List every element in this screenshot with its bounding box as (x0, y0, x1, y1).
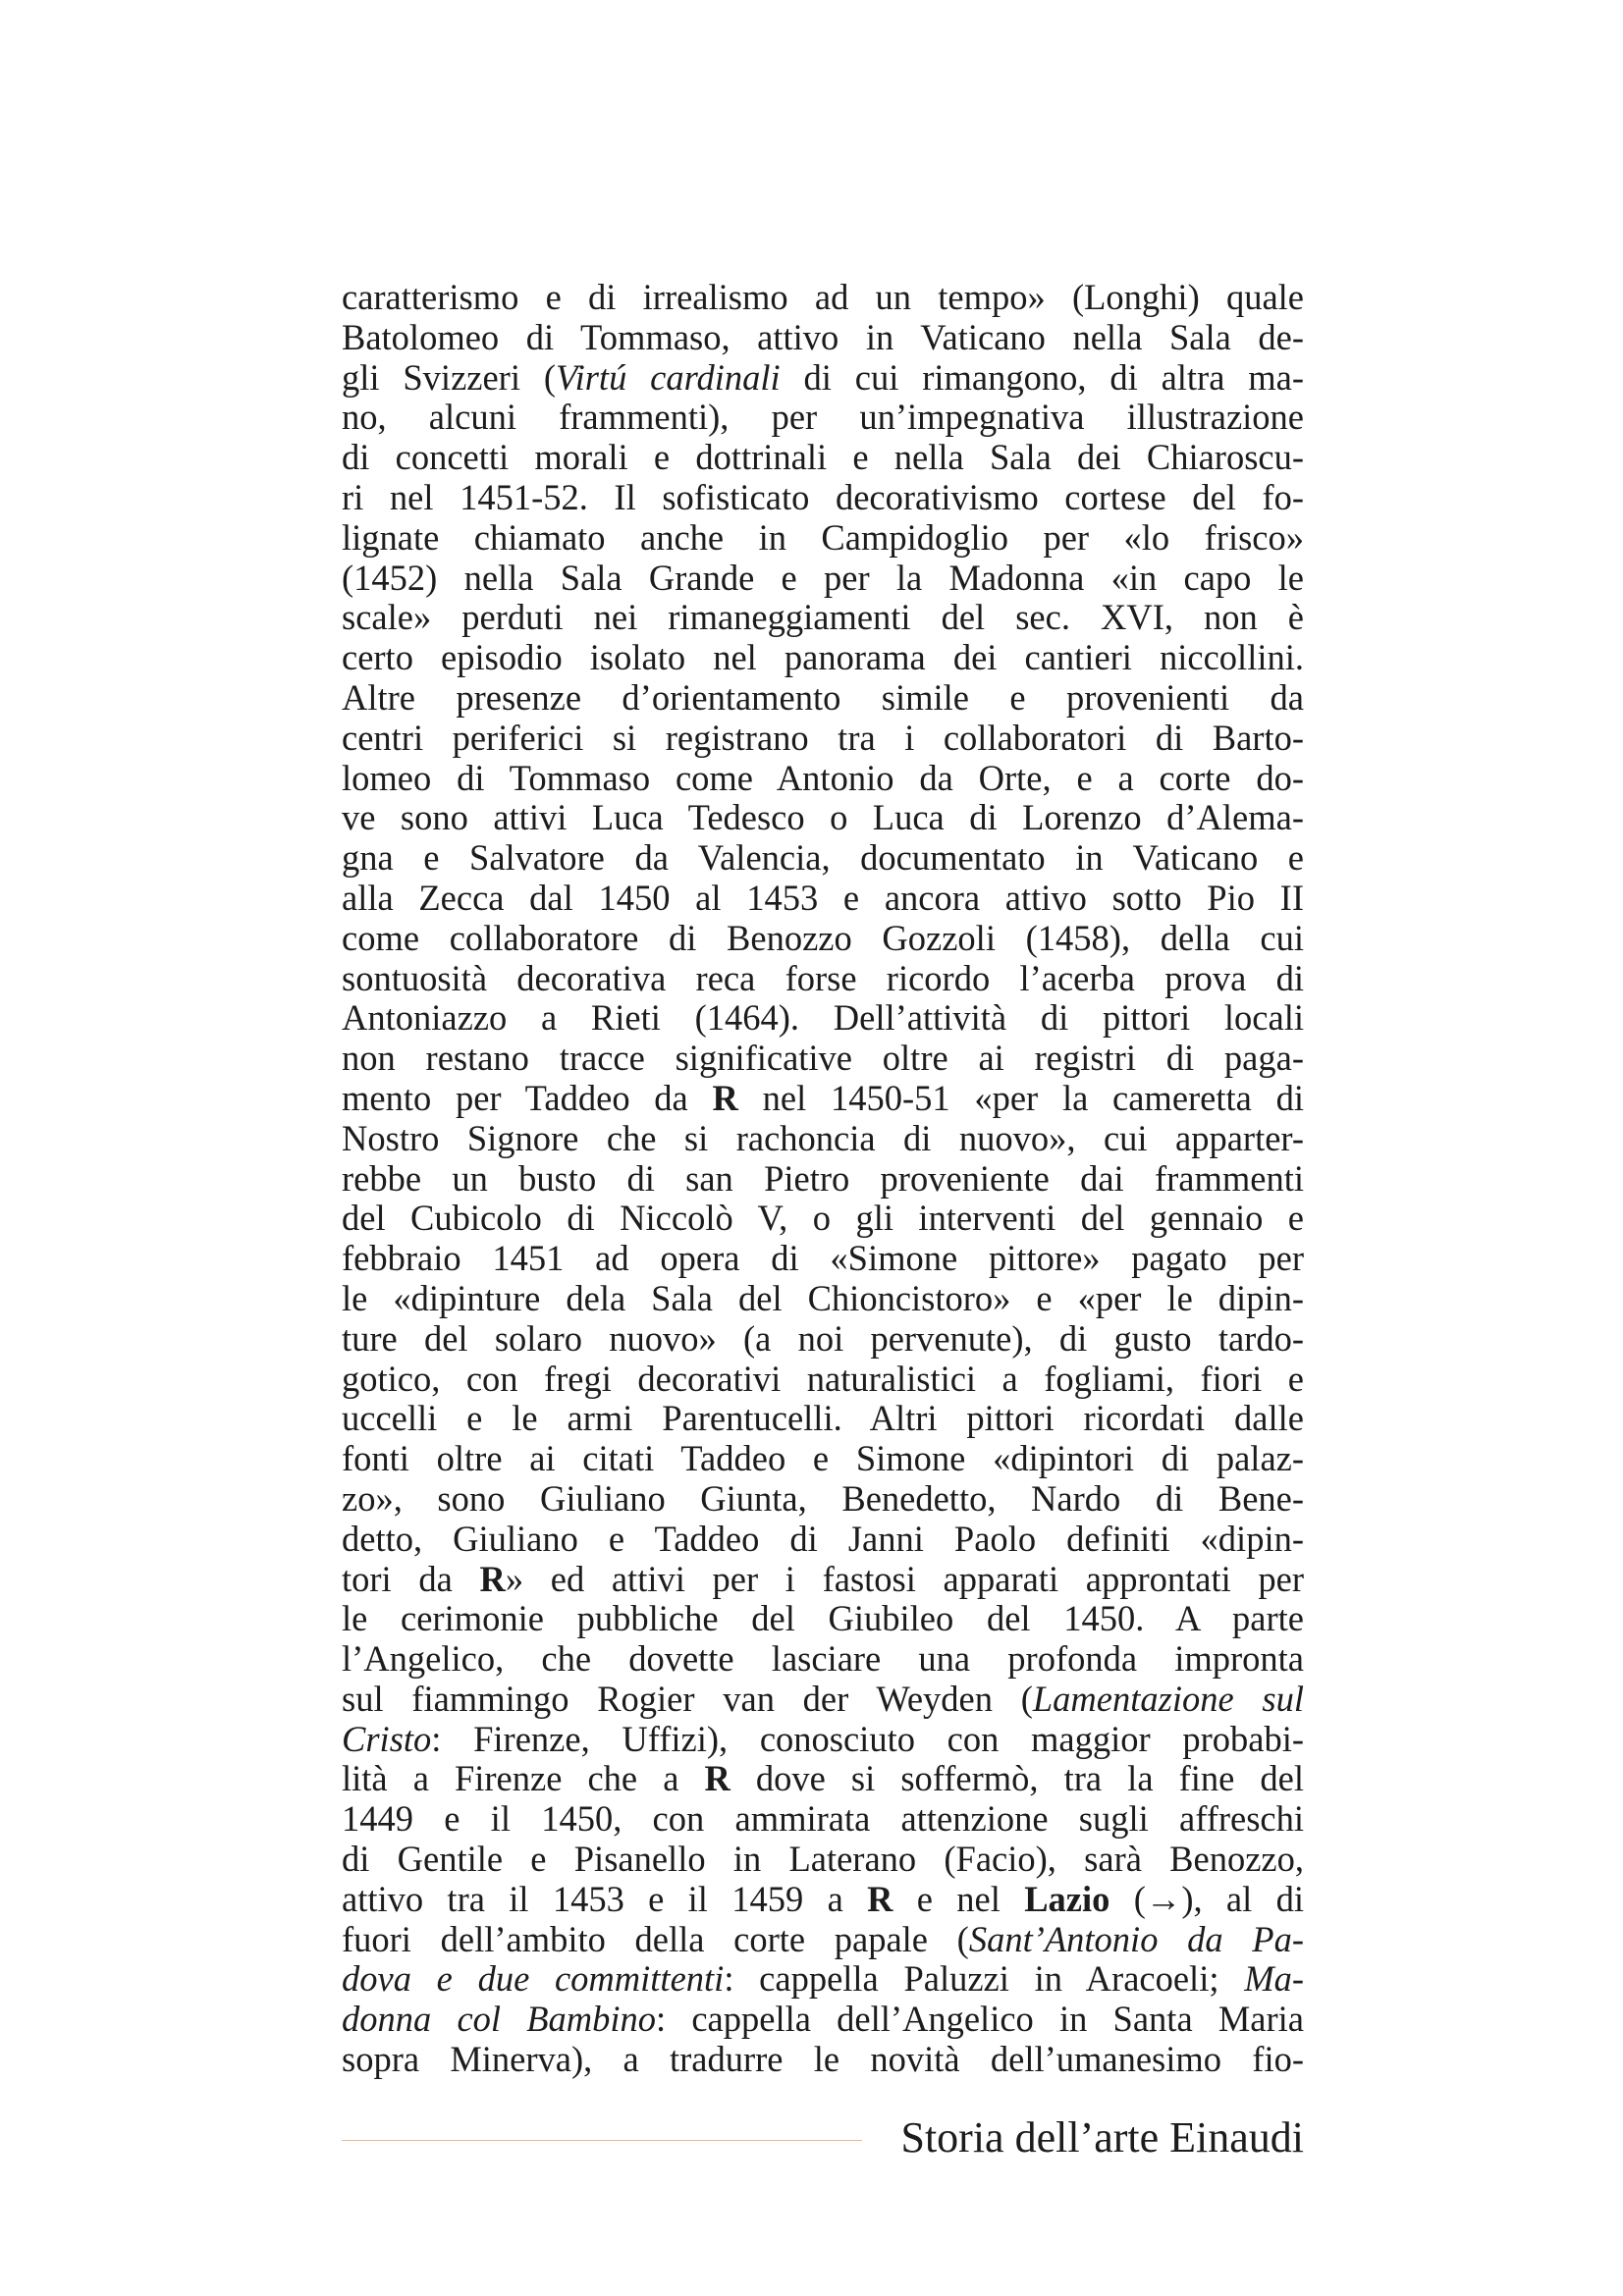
text-segment: : cappella Paluzzi in Aracoeli; (724, 1958, 1245, 2000)
text-segment: le cerimonie pubbliche del Giubileo del 1450. A parte (342, 1598, 1304, 1639)
text-line (342, 1239, 1304, 1279)
text-line (342, 959, 1304, 999)
page-footer (342, 2110, 1304, 2169)
text-line (342, 278, 1304, 318)
text-segment: dove si soffermò, tra la fine del (730, 1758, 1304, 1799)
text-segment: tori da (342, 1558, 480, 1599)
text-segment: lomeo di Tommaso come Antonio da Orte, e a corte do- (342, 757, 1304, 798)
text-segment: (1452) nella Sala Grande e per la Madonna «in capo le (342, 557, 1304, 598)
text-line (342, 1720, 1304, 1760)
text-line (342, 358, 1304, 399)
text-segment: ri nel 1451-52. Il sofisticato decorativismo cortese del fo- (342, 476, 1304, 517)
text-segment: Antoniazzo a Rieti (1464). Dell’attività di pittori locali (342, 997, 1304, 1039)
text-segment: : Firenze, Uffizi), conosciuto con maggior probabi- (431, 1718, 1304, 1759)
text-segment: nel 1450-51 «per la cameretta di (737, 1077, 1305, 1118)
text-segment: lignate chiamato anche in Campidoglio per «lo frisco» (342, 516, 1304, 558)
text-line (342, 1520, 1304, 1560)
text-line (342, 1840, 1304, 1880)
text-segment: gli Svizzeri ( (342, 356, 556, 398)
text-segment: Batolomeo di Tommaso, attivo in Vaticano nella Sala de- (342, 316, 1304, 357)
text-segment: centri periferici si registrano tra i collaboratori di Barto- (342, 717, 1304, 758)
text-line (342, 798, 1304, 838)
text-segment: di cui rimangono, di altra ma- (780, 356, 1305, 398)
bold-text: R (479, 1558, 506, 1599)
text-segment: certo episodio isolato nel panorama dei cantieri niccollini. (342, 637, 1304, 678)
text-segment: zo», sono Giuliano Giunta, Benedetto, Nardo di Bene- (342, 1477, 1304, 1519)
text-segment: 1449 e il 1450, con ammirata attenzione sugli affreschi (342, 1798, 1304, 1840)
bold-text: Lazio (1024, 1878, 1110, 1919)
text-segment: del Cubicolo di Niccolò V, o gli interventi del gennaio e (342, 1198, 1304, 1239)
text-line (342, 1479, 1304, 1520)
text-line (342, 1159, 1304, 1200)
footer-title: Storia dell’arte Einaudi (900, 2113, 1304, 2162)
bold-text: R (867, 1878, 893, 1919)
text-segment: (→), al di (1109, 1878, 1304, 1919)
text-line (342, 2000, 1304, 2040)
text-segment: uccelli e le armi Parentucelli. Altri pittori ricordati dalle (342, 1398, 1304, 1439)
text-segment: l’Angelico, che dovette lasciare una profonda impronta (342, 1638, 1304, 1680)
text-segment: scale» perduti nei rimaneggiamenti del sec. XVI, non è (342, 597, 1304, 638)
text-line (342, 638, 1304, 678)
text-segment: » ed attivi per i fastosi apparati approntati per (505, 1558, 1304, 1599)
text-segment: attivo tra il 1453 e il 1459 a (342, 1878, 868, 1919)
text-segment: gotico, con fregi decorativi naturalistici a fogliami, fiori e (342, 1358, 1304, 1399)
text-segment: sontuosità decorativa reca forse ricordo l’acerba prova di (342, 957, 1304, 998)
text-segment: gna e Salvatore da Valencia, documentato in Vaticano e (342, 837, 1304, 879)
text-line (342, 1759, 1304, 1799)
text-line (342, 998, 1304, 1039)
text-line (342, 919, 1304, 959)
text-segment: Nostro Signore che si rachoncia di nuovo», cui apparter- (342, 1117, 1304, 1158)
text-line (342, 838, 1304, 879)
text-line (342, 318, 1304, 358)
footer-rule (342, 2140, 862, 2141)
italic-text: Sant’Antonio da Pa- (968, 1918, 1304, 1959)
text-segment: rebbe un busto di san Pietro proveniente dai frammenti (342, 1157, 1304, 1199)
italic-text: dova e due committenti (342, 1958, 725, 2000)
italic-text: Virtú cardinali (556, 356, 781, 398)
text-line (342, 1680, 1304, 1720)
text-segment: ture del solaro nuovo» (a noi pervenute), di gusto tardo- (342, 1317, 1304, 1359)
text-segment: le «dipinture dela Sala del Chioncistoro» e «per le dipin- (342, 1277, 1304, 1318)
text-line (342, 759, 1304, 799)
text-line (342, 1920, 1304, 1960)
text-line (342, 398, 1304, 438)
text-line (342, 1799, 1304, 1840)
text-segment: lità a Firenze che a (342, 1758, 705, 1799)
text-line (342, 1119, 1304, 1159)
text-segment: di concetti morali e dottrinali e nella Sala dei Chiaroscu- (342, 437, 1304, 478)
text-segment: e nel (893, 1878, 1025, 1919)
text-line (342, 1439, 1304, 1479)
text-line (342, 598, 1304, 638)
italic-text: Cristo (342, 1718, 432, 1759)
text-segment: caratterismo e di irrealismo ad un tempo» (Longhi) quale (342, 277, 1304, 317)
italic-text: Lamentazione sul (1032, 1678, 1304, 1719)
text-segment: detto, Giuliano e Taddeo di Janni Paolo definiti «dipin- (342, 1518, 1304, 1559)
text-line (342, 1079, 1304, 1119)
text-segment: Altre presenze d’orientamento simile e provenienti da (342, 676, 1304, 718)
text-segment: di Gentile e Pisanello in Laterano (Facio), sarà Benozzo, (342, 1839, 1304, 1880)
text-segment: non restano tracce significative oltre ai registri di paga- (342, 1038, 1304, 1079)
text-segment: ve sono attivi Luca Tedesco o Luca di Lorenzo d’Alema- (342, 797, 1304, 838)
text-line (342, 879, 1304, 919)
text-line (342, 1560, 1304, 1600)
text-line (342, 478, 1304, 518)
text-line (342, 1399, 1304, 1439)
text-segment: febbraio 1451 ad opera di «Simone pittore» pagato per (342, 1238, 1304, 1279)
text-line (342, 1959, 1304, 2000)
text-line (342, 1039, 1304, 1079)
bold-text: R (712, 1077, 738, 1118)
text-line (342, 2040, 1304, 2080)
bold-text: R (704, 1758, 730, 1799)
text-segment: sopra Minerva), a tradurre le novità dell’umanesimo fio- (342, 2039, 1304, 2080)
text-line (342, 438, 1304, 478)
text-line (342, 1319, 1304, 1360)
text-line (342, 1199, 1304, 1239)
text-line (342, 1639, 1304, 1680)
text-line (342, 518, 1304, 559)
text-line (342, 1360, 1304, 1400)
text-line (342, 1880, 1304, 1920)
text-line (342, 678, 1304, 719)
text-line (342, 1599, 1304, 1639)
italic-text: donna col Bambino (342, 1999, 657, 2040)
italic-text: Ma- (1244, 1958, 1304, 2000)
text-segment: come collaboratore di Benozzo Gozzoli (1458), della cui (342, 917, 1304, 958)
text-line (342, 1279, 1304, 1319)
text-segment: no, alcuni frammenti), per un’impegnativa illustrazione (342, 397, 1304, 438)
text-segment: mento per Taddeo da (342, 1077, 713, 1118)
text-segment: : cappella dell’Angelico in Santa Maria (656, 1999, 1304, 2040)
text-segment: alla Zecca dal 1450 al 1453 e ancora attivo sotto Pio II (342, 877, 1304, 918)
text-segment: fonti oltre ai citati Taddeo e Simone «dipintori di palaz- (342, 1438, 1304, 1479)
text-segment: fuori dell’ambito della corte papale ( (342, 1918, 969, 1959)
text-line (342, 559, 1304, 599)
text-segment: sul fiammingo Rogier van der Weyden ( (342, 1678, 1033, 1719)
text-line (342, 719, 1304, 759)
body-text (342, 278, 1304, 2080)
